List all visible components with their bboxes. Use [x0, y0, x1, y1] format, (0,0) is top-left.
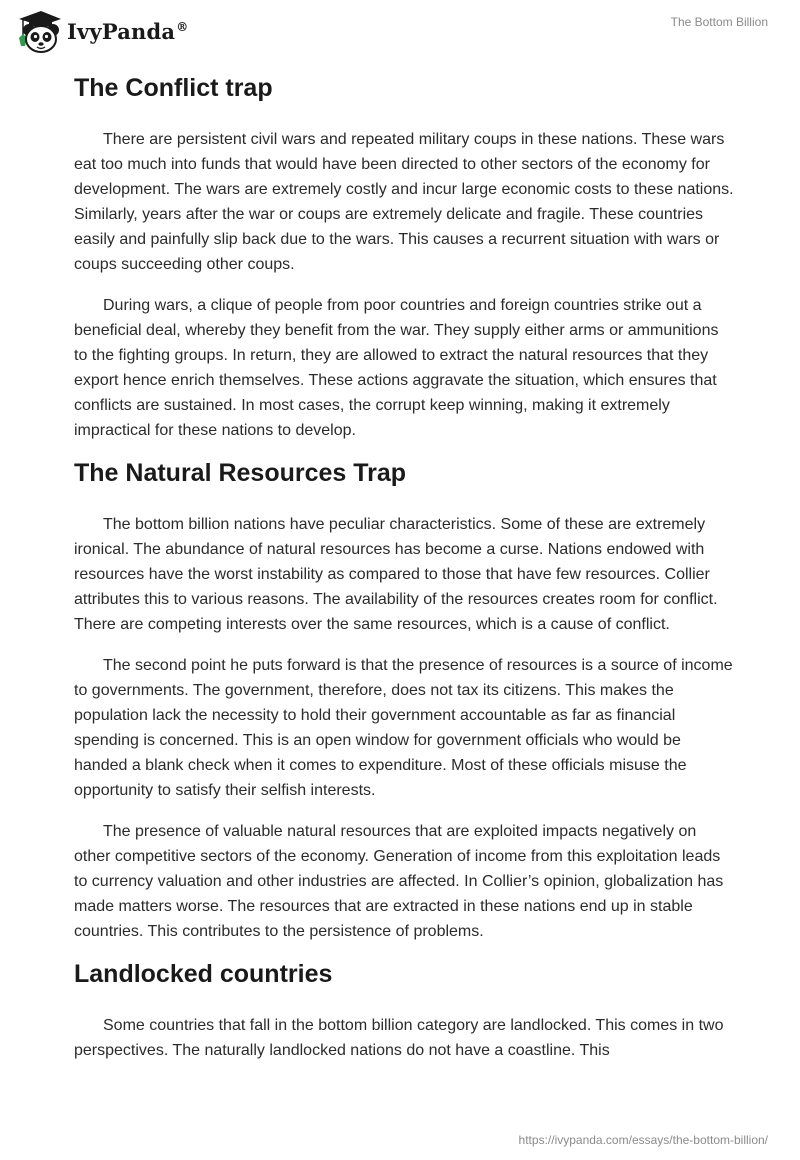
- page-header: [0, 0, 800, 60]
- logo-wordmark: IvyPanda®: [67, 18, 189, 44]
- source-url[interactable]: https://ivypanda.com/essays/the-bottom-billion/: [518, 1133, 768, 1147]
- document-title: The Bottom Billion: [670, 15, 768, 29]
- registered-mark: ®: [176, 19, 189, 34]
- section-heading: The Natural Resources Trap: [74, 459, 407, 487]
- section-heading: The Conflict trap: [74, 74, 273, 102]
- paragraph: Some countries that fall in the bottom billion category are landlocked. This comes in two perspectives. The naturally landlocked nations do not have a coastline. This: [74, 1017, 724, 1059]
- section-heading: Landlocked countries: [74, 960, 333, 988]
- section-conflict-trap: [74, 70, 734, 443]
- essay-content: [74, 70, 734, 1079]
- panda-graduate-icon: [15, 8, 63, 54]
- paragraph: The presence of valuable natural resources that are exploited impacts negatively on other competitive sectors of the economy. Generation of income from this exploitation leads to currency valuation and other industries are affected. In Collier’s opinion, globalization has made matters worse. The resources that are extracted in these nations end up in stable countries. This contributes to the persistence of problems.: [74, 823, 724, 940]
- paragraph: There are persistent civil wars and repeated military coups in these nations. These wars eat too much into funds that would have been directed to other sectors of the economy for development. The wars are extremely costly and incur large economic costs to these nations. Similarly, years after the war or coups are extremely delicate and fragile. These countries easily and painfully slip back due to the wars. This causes a recurrent situation with wars or coups succeeding other coups.: [74, 131, 734, 273]
- paragraph: The bottom billion nations have peculiar characteristics. Some of these are extremely ironical. The abundance of natural resources has become a curse. Nations endowed with resources have the worst instability as compared to those that have few resources. Collier attributes this to various reasons. The availability of the resources creates room for conflict. There are competing interests over the same resources, which is a cause of conflict.: [74, 516, 718, 633]
- paragraph: During wars, a clique of people from poor countries and foreign countries strike out a beneficial deal, whereby they benefit from the war. They supply either arms or ammunitions to the fighting groups. In return, they are allowed to extract the natural resources that they export hence enrich themselves. These actions aggravate the situation, which ensures that conflicts are sustained. In most cases, the corrupt keep winning, making it extremely impractical for these nations to develop.: [74, 297, 719, 439]
- section-natural-resources-trap: [74, 455, 734, 944]
- ivypanda-logo[interactable]: [15, 8, 215, 54]
- section-landlocked-countries: [74, 956, 734, 1063]
- paragraph: The second point he puts forward is that the presence of resources is a source of income to governments. The government, therefore, does not tax its citizens. This makes the population lack the necessity to hold their government accountable as far as financial spending is concerned. This is an open window for government officials who would be handed a blank check when it comes to expenditure. Most of these officials misuse the opportunity to satisfy their selfish interests.: [74, 657, 733, 799]
